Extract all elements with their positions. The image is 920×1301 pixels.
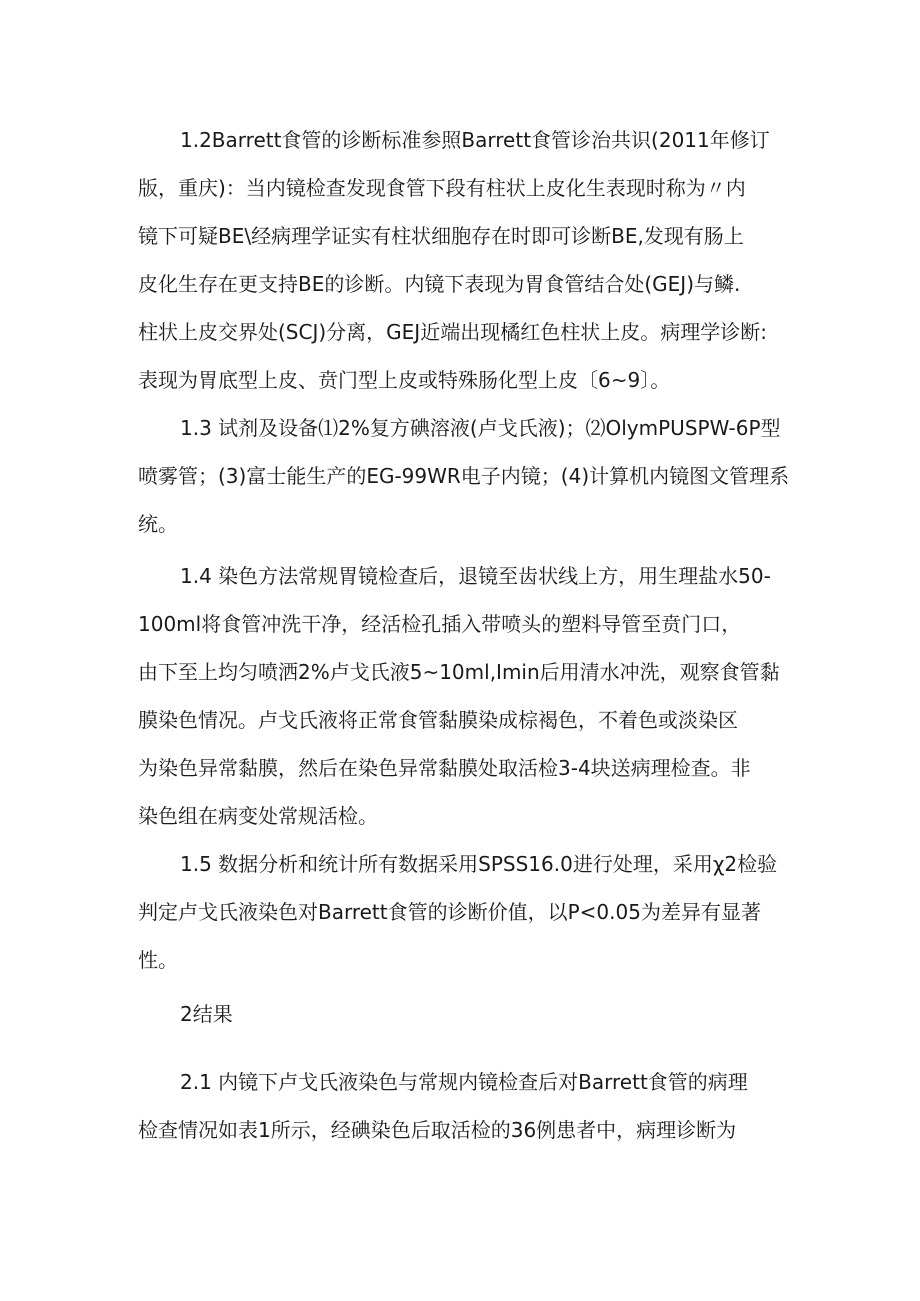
text-line: 判定卢戈氏液染色对Barrett食管的诊断价值，以P<0.05为差异有显著 <box>138 900 761 924</box>
text-line: 由下至上均匀喷洒2%卢戈氏液5~10ml,Imin后用清水冲洗，观察食管黏 <box>138 660 780 684</box>
text-line: 统。 <box>138 512 178 536</box>
text-line: 性。 <box>138 948 178 972</box>
text-line: 版，重庆)：当内镜检查发现食管下段有柱状上皮化生表现时称为〃内 <box>138 176 746 200</box>
text-line: 皮化生存在更支持BE的诊断。内镜下表现为胃食管结合处(GEJ)与鳞. <box>138 272 741 296</box>
text-line: 柱状上皮交界处(SCJ)分离，GEJ近端出现橘红色柱状上皮。病理学诊断: <box>138 320 767 344</box>
text-line: 喷雾管；(3)富士能生产的EG-99WR电子内镜；(4)计算机内镜图文管理系 <box>138 464 790 488</box>
text-line: 染色组在病变处常规活检。 <box>138 804 378 828</box>
text-line: 2.1 内镜下卢戈氏液染色与常规内镜检查后对Barrett食管的病理 <box>180 1070 748 1094</box>
text-line: 表现为胃底型上皮、贲门型上皮或特殊肠化型上皮〔6~9〕。 <box>138 368 671 392</box>
text-line: 1.5 数据分析和统计所有数据采用SPSS16.0进行处理，采用χ2检验 <box>180 852 778 876</box>
section-heading: 2结果 <box>180 1002 233 1026</box>
text-line: 1.2Barrett食管的诊断标准参照Barrett食管诊治共识(2011年修订 <box>180 128 770 152</box>
text-line: 100ml将食管冲洗干净，经活检孔插入带喷头的塑料导管至贲门口， <box>138 612 742 636</box>
text-line: 镜下可疑BE\经病理学证实有柱状细胞存在时即可诊断BE,发现有肠上 <box>138 224 744 248</box>
text-line: 检查情况如表1所示，经碘染色后取活检的36例患者中，病理诊断为 <box>138 1118 737 1142</box>
text-line: 为染色异常黏膜，然后在染色异常黏膜处取活检3-4块送病理检查。非 <box>138 756 751 780</box>
text-line: 1.3 试剂及设备⑴2%复方碘溶液(卢戈氏液)；⑵OlymPUSPW-6P型 <box>180 416 781 440</box>
text-line: 膜染色情况。卢戈氏液将正常食管黏膜染成棕褐色，不着色或淡染区 <box>138 708 738 732</box>
text-line: 1.4 染色方法常规胃镜检查后，退镜至齿状线上方，用生理盐水50- <box>180 564 771 588</box>
